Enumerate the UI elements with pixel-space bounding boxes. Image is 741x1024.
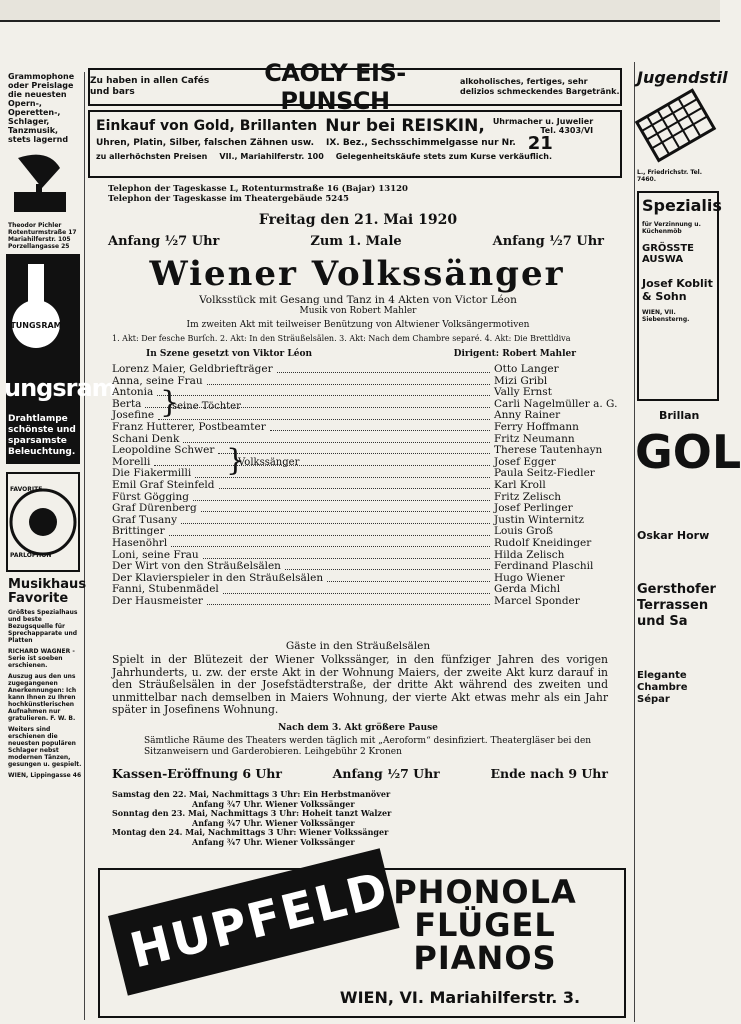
grid-pattern-icon xyxy=(635,93,719,163)
reiskin-number: 21 xyxy=(527,133,553,154)
cast-role: Graf Tusany xyxy=(112,513,177,526)
hupfeld-brand: HUPFELD xyxy=(124,861,395,980)
musikhaus-testimonial: Auszug aus den uns zugegangenen Anerkennungen: Ich kann Ihnen zu Ihren hochkünstlerischen Aufnahmen nur gratulieren. F. W. B. xyxy=(8,673,77,722)
box-office-open: Kassen-Eröffnung 6 Uhr xyxy=(112,766,282,781)
reiskin-uhr-label: Uhrmacher u. Juwelier xyxy=(492,117,594,126)
cast-actor: Therese Tautenhayn xyxy=(494,444,603,457)
cast-dots xyxy=(207,378,490,385)
cast-row xyxy=(112,422,612,434)
musikhaus-schlager: Weiters sind erschienen die neuesten populären Schlager nebst modernen Tänzen, gesungen u. gespielt. xyxy=(8,726,82,768)
play-note: Im zweiten Akt mit teilweiser Benützung von Altwiener Volksängermotiven xyxy=(186,320,530,330)
schedule-line: Sonntag den 23. Mai, Nachmittags 3 Uhr: Hoheit tanzt Walzer xyxy=(112,808,392,818)
reiskin-ad xyxy=(88,110,622,178)
lightbulb-icon xyxy=(6,254,80,364)
start-time: Anfang ½7 Uhr xyxy=(332,766,440,781)
eispunsch-brand: CAOLY EIS-PUNSCH xyxy=(264,59,406,115)
cast-actor: Fritz Zelisch xyxy=(494,490,562,503)
cast-actor: Carli Nagelmüller a. G. xyxy=(494,397,618,410)
cast-dots xyxy=(169,529,490,536)
right-ad-1-title: Jugendstil xyxy=(637,68,728,87)
grammophone-ad-text: Grammophone oder Preislage die neuesten Opern-, Operetten-, Schlager, Tanzmusik, stets lagernd xyxy=(8,72,75,144)
telephone-info xyxy=(108,184,408,204)
cast-role: Emil Graf Steinfeld xyxy=(112,478,215,491)
cast-actor: Ferdinand Plaschil xyxy=(494,560,594,573)
cast-row xyxy=(112,561,612,573)
cast-actor: Vally Ernst xyxy=(494,386,552,399)
cast-dots xyxy=(183,436,490,443)
cast-role: Josefine xyxy=(112,409,155,422)
pause-note: Nach dem 3. Akt größere Pause xyxy=(278,723,438,733)
eispunsch-ad xyxy=(88,59,622,115)
grammophone-ad xyxy=(8,72,82,250)
top-border xyxy=(0,0,720,22)
gramophone-icon xyxy=(8,148,72,218)
spezialist-title: Spezialis xyxy=(642,196,722,215)
cast-dots xyxy=(218,447,490,454)
end-time: Ende nach 9 Uhr xyxy=(490,766,608,781)
play-title: Wiener Volkssänger xyxy=(149,254,565,294)
schedule-line: Anfang ¾7 Uhr. Wiener Volkssänger xyxy=(192,836,355,847)
cast-actor: Rudolf Kneidinger xyxy=(494,536,592,549)
musikhaus-address: WIEN, Lippingasse 46 xyxy=(8,772,82,779)
grammophone-ad-address: Theodor Pichler Rotenturmstraße 17 Mariahilferstr. 105 Porzellangasse 25 xyxy=(8,222,77,250)
spezialist-ad xyxy=(637,191,722,401)
cast-role: Der Wirt von den Sträußelsälen xyxy=(112,560,281,573)
right-ad-1-address: L., Friedrichstr. Tel. 7460. xyxy=(637,169,703,183)
favorite-label: FAVORITE xyxy=(10,486,43,493)
reiskin-bez: IX. Bez., Sechsschimmelgasse nur Nr. xyxy=(325,138,516,148)
svg-text:TUNGSRAM: TUNGSRAM xyxy=(10,321,62,330)
cast-actor: Marcel Sponder xyxy=(494,594,580,607)
cast-role: Loni, seine Frau xyxy=(112,548,199,561)
cast-role: Fürst Gögging xyxy=(112,490,190,503)
cast-dots xyxy=(285,563,490,570)
cast-actor: Hugo Wiener xyxy=(494,571,565,584)
schedule-line: Montag den 24. Mai, Nachmittags 3 Uhr: Wiener Volkssänger xyxy=(112,827,389,837)
musikhaus-wagner: RICHARD WAGNER - Serie ist soeben erschienen. xyxy=(8,648,75,669)
cast-role: Berta xyxy=(112,397,142,410)
telephone-line-1: Telephon der Tageskasse L, Rotenturmstraße 16 (Bajar) 13120 xyxy=(108,184,408,194)
spezialist-text: für Verzinnung u. Küchenmöb xyxy=(642,221,701,235)
spezialist-koblitz: Josef Koblit & Sohn xyxy=(642,277,713,303)
cast-dots xyxy=(327,575,490,582)
reiskin-einkauf: Einkauf von Gold, Brillanten xyxy=(96,118,318,134)
piano-products xyxy=(350,873,620,977)
play-acts: 1. Akt: Der fesche Burſch. 2. Akt: In den Sträußelsälen. 3. Akt: Nach dem Chambre separé. 4. Akt: Die Brettldiva xyxy=(112,334,571,343)
cast-actor: Ferry Hoffmann xyxy=(494,420,579,433)
gold-ad xyxy=(635,409,741,519)
reiskin-preis: zu allerhöchsten Preisen xyxy=(96,152,208,161)
tungsram-text: Drahtlampe schönste und sparsamste Beleuchtung. xyxy=(8,414,76,457)
cast-row xyxy=(112,480,612,492)
musikhaus-title: Musikhaus Favorite xyxy=(8,577,87,606)
reiskin-tel: Tel. 4303/VI xyxy=(540,126,594,135)
reiskin-mariahilf: VII., Mariahilferstr. 100 xyxy=(219,152,324,161)
cast-actor: Paula Seitz-Fiedler xyxy=(494,467,595,480)
cast-actor: Mizi Gribl xyxy=(494,374,548,387)
cast-dots xyxy=(157,389,490,396)
cast-actor: Josef Egger xyxy=(494,455,556,468)
cast-role: Morelli xyxy=(112,455,151,468)
times-row xyxy=(112,766,608,781)
gersthofer-ad: Gersthofer Terrassen und Sa xyxy=(637,582,716,629)
tungsram-ad xyxy=(4,254,116,464)
play-subtitle: Volksstück mit Gesang und Tanz in 4 Akten von Victor Léon xyxy=(199,294,517,306)
cast-dots xyxy=(203,552,490,559)
cast-actor: Otto Langer xyxy=(494,363,559,375)
cast-role: Antonia xyxy=(112,386,154,399)
cast-role: Fanni, Stubenmädel xyxy=(112,583,219,596)
cast-row xyxy=(112,538,612,550)
start-row xyxy=(108,234,604,249)
performance-date: Freitag den 21. Mai 1920 xyxy=(258,212,458,228)
piano-address: WIEN, VI. Mariahilferstr. 3. xyxy=(339,988,581,1007)
cast-dots xyxy=(181,517,490,524)
right-ad-column xyxy=(634,62,741,1022)
cast-role: Brittinger xyxy=(112,525,165,538)
cast-role: Der Hausmeister xyxy=(112,594,203,607)
cast-role: Leopoldine Schwer xyxy=(112,444,215,457)
reiskin-gelegen: Gelegenheitskäufe stets zum Kurse verkäuflich. xyxy=(335,152,553,161)
cast-actor: Justin Winternitz xyxy=(494,513,585,526)
singers-label: Volkssänger xyxy=(238,457,300,468)
cast-dots xyxy=(223,587,490,594)
left-ad-column xyxy=(4,72,116,1020)
gold-big: GOL xyxy=(635,425,741,479)
cast-row xyxy=(112,596,612,608)
regie-credit: In Szene gesetzt von Viktor Léon xyxy=(146,349,313,359)
cast-actor: Anny Rainer xyxy=(494,409,561,422)
piano-ad xyxy=(98,861,626,1018)
favorite-logo xyxy=(6,472,80,572)
cast-dots xyxy=(219,482,491,489)
upcoming-schedule xyxy=(112,790,512,847)
oskar-ad: Oskar Horw xyxy=(637,529,710,542)
piano-line-1: PHONOLA xyxy=(393,873,577,911)
disinfection-note: Sämtliche Räume des Theaters werden täglich mit „Aeroform“ desinfiziert. Theatergläser bei den Sitzanweisern und Garderobieren. Leihgebühr 2 Kronen xyxy=(144,736,592,757)
cast-actor: Karl Kroll xyxy=(494,478,546,491)
tungsram-brand: ungsram xyxy=(4,374,116,402)
musikhaus-ad xyxy=(8,577,87,779)
eispunsch-right: alkoholisches, fertiges, sehr delizios schmeckendes Bargetränk. xyxy=(460,77,620,96)
cast-role: Lorenz Maier, Geldbriefträger xyxy=(112,363,273,375)
cast-actor: Josef Perlinger xyxy=(494,502,573,515)
cast-role: Franz Hutterer, Postbeamter xyxy=(112,420,266,433)
cast-dots xyxy=(207,598,490,605)
cast-dots xyxy=(154,459,490,466)
parlophon-label: PARLOPHON xyxy=(10,552,52,559)
reiskin-uhren: Uhren, Platin, Silber, falschen Zähnen usw. xyxy=(96,138,314,148)
play-music: Musik von Robert Mahler xyxy=(299,306,417,316)
cast-actor: Louis Groß xyxy=(494,525,553,538)
gold-brillant: Brillan xyxy=(659,409,700,422)
brace-singers: } xyxy=(226,443,246,478)
cast-actor: Gerda Michl xyxy=(494,583,561,596)
start-left: Anfang ½7 Uhr xyxy=(108,234,220,249)
cast-role: Die Fiakermilli xyxy=(112,467,192,480)
schedule-line: Anfang ¾7 Uhr. Wiener Volkssänger xyxy=(192,798,355,809)
cast-role: Hasenöhrl xyxy=(112,536,168,549)
credits-row xyxy=(146,349,576,359)
daughters-label: seine Töchter xyxy=(172,401,241,412)
spezialist-address: WIEN, VII. Siebensterng. xyxy=(642,309,690,323)
conductor-credit: Dirigent: Robert Mahler xyxy=(453,349,576,359)
setting-description: Spielt in der Blütezeit der Wiener Volkssänger, in den fünfziger Jahren des vorigen Jahrhunderts, u. zw. der erste Akt in der Wohnung Maiers, der zweite Akt kurz darauf in den Sträußelsälen in der Josefstädterstraße, der dritte Akt während des zweiten und unmittelbar nach demselben in Maiers Wohnung, der vierte Akt etwas mehr als ein Jahr später in Josefinens Wohnung. xyxy=(112,653,608,716)
spezialist-auswahl: GRÖSSTE AUSWA xyxy=(642,243,695,265)
eispunsch-left: Zu haben in allen Cafés und bars xyxy=(90,76,210,97)
brace-daughters: } xyxy=(160,385,180,420)
cast-role: Anna, seine Frau xyxy=(112,374,203,387)
cast-actor: Fritz Neumann xyxy=(494,432,575,445)
cast-dots xyxy=(171,540,490,547)
telephone-line-2: Telephon der Tageskasse im Theatergebäude 5245 xyxy=(108,194,349,204)
cast-dots xyxy=(270,424,490,431)
start-right: Anfang ½7 Uhr xyxy=(492,234,604,249)
first-performance: Zum 1. Male xyxy=(310,234,402,249)
piano-line-3: PIANOS xyxy=(413,939,557,977)
schedule-line: Samstag den 22. Mai, Nachmittags 3 Uhr: Ein Herbstmanöver xyxy=(112,789,391,799)
cast-dots xyxy=(158,413,490,420)
musikhaus-text: Größtes Spezialhaus und beste Bezugsquelle für Sprechapparate und Platten xyxy=(8,609,78,644)
reiskin-nur: Nur bei REISKIN, xyxy=(325,116,485,136)
cast-role: Graf Dürenberg xyxy=(112,502,197,515)
chambre-ad: Elegante Chambre Sépar xyxy=(637,670,688,705)
cast-role: Schani Denk xyxy=(112,432,180,445)
guests-line: Gäste in den Sträußelsälen xyxy=(285,640,431,652)
schedule-line: Anfang ¾7 Uhr. Wiener Volkssänger xyxy=(192,817,355,828)
cast-row xyxy=(112,364,612,376)
cast-dots xyxy=(193,494,490,501)
piano-line-2: FLÜGEL xyxy=(414,906,556,944)
cast-role: Der Klavierspieler in den Sträußelsälen xyxy=(112,571,324,584)
cast-row xyxy=(112,503,612,515)
cast-row xyxy=(112,445,612,457)
cast-dots xyxy=(277,366,490,373)
cast-actor: Hilda Zelisch xyxy=(494,548,565,561)
cast-dots xyxy=(201,505,490,512)
theater-program xyxy=(88,58,628,1020)
